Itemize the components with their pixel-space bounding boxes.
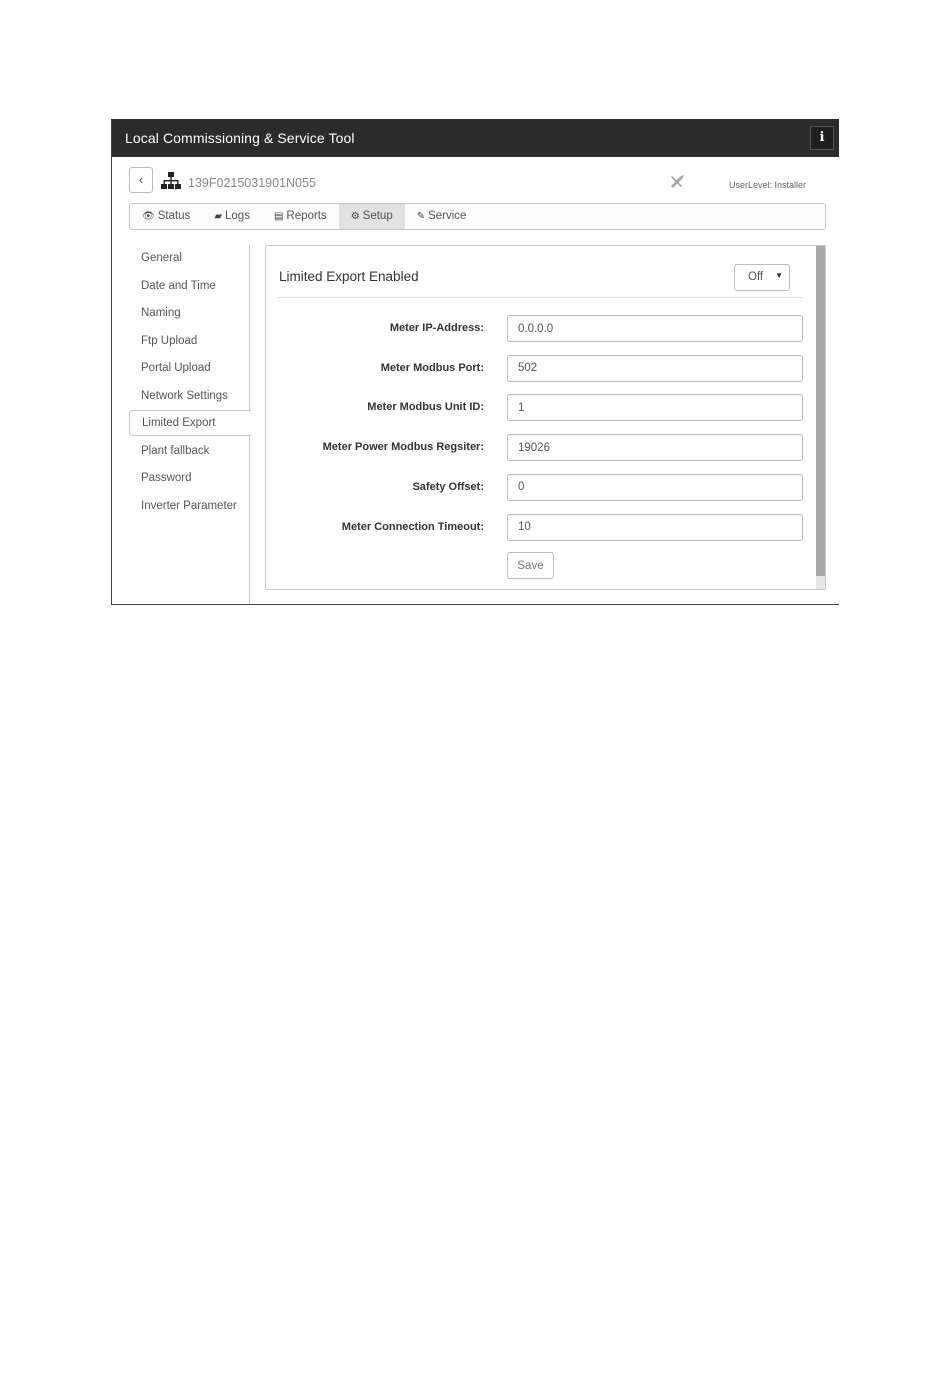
tab-status[interactable]: [130, 204, 202, 229]
sidebar-item-plant-fallback[interactable]: Plant fallback: [141, 444, 210, 457]
save-button[interactable]: Save: [507, 552, 554, 579]
limited-export-select[interactable]: [734, 264, 790, 291]
form-row: [266, 474, 816, 502]
sidebar-item-general[interactable]: General: [141, 252, 182, 264]
back-button[interactable]: ‹: [129, 167, 153, 193]
caret-down-icon: ▼: [775, 271, 783, 280]
eye-icon: 👁: [142, 211, 155, 222]
limited-export-panel: [265, 245, 826, 590]
divider: [278, 297, 802, 298]
form-row: [266, 514, 816, 542]
field-label: Meter Connection Timeout:: [341, 520, 484, 533]
field-input[interactable]: [507, 355, 803, 382]
tab-reports[interactable]: [262, 204, 339, 229]
tab-logs[interactable]: [202, 204, 262, 229]
field-input[interactable]: [507, 514, 803, 541]
wrench-icon: ✎: [416, 211, 426, 222]
field-input[interactable]: [507, 315, 803, 342]
user-level-label: UserLevel: Installer: [729, 180, 807, 190]
field-input[interactable]: [507, 474, 803, 501]
sitemap-icon: [161, 172, 181, 190]
tab-label: Logs: [225, 210, 250, 222]
field-label: Meter Modbus Port:: [380, 361, 484, 374]
form-row: [266, 434, 816, 462]
title-bar: [112, 119, 839, 157]
select-value: Off: [748, 271, 764, 283]
setup-sidebar: [129, 245, 250, 605]
form-row: [266, 394, 816, 422]
file-icon: ▤: [273, 211, 284, 222]
field-label: Meter IP-Address:: [389, 322, 484, 334]
sidebar-item-network-settings[interactable]: Network Settings: [141, 389, 228, 402]
field-label: Meter Modbus Unit ID:: [367, 401, 484, 414]
tab-setup[interactable]: [339, 204, 405, 229]
tab-service[interactable]: [405, 204, 479, 229]
form-row: [266, 355, 816, 383]
main-nav: [129, 203, 826, 230]
sidebar-item-portal-upload[interactable]: Portal Upload: [141, 362, 211, 374]
panel-title: Limited Export Enabled: [279, 269, 419, 284]
tab-label: Service: [428, 210, 467, 222]
scrollbar[interactable]: [816, 246, 825, 589]
sidebar-item-password[interactable]: Password: [141, 472, 192, 484]
device-id: 139F0215031901N055: [188, 176, 316, 190]
tab-label: Reports: [286, 210, 327, 222]
field-input[interactable]: [507, 394, 803, 421]
sidebar-item-date-and-time[interactable]: Date and Time: [141, 279, 216, 292]
tab-label: Status: [157, 210, 191, 222]
sidebar-item-inverter-parameter[interactable]: Inverter Parameter: [141, 499, 237, 512]
tab-label: Setup: [362, 210, 393, 222]
tools-icon[interactable]: [668, 172, 686, 190]
field-label: Safety Offset:: [412, 480, 484, 493]
info-button[interactable]: i: [810, 126, 834, 150]
app-window: [111, 119, 839, 605]
book-icon: ▰: [214, 211, 223, 222]
sidebar-item-ftp-upload[interactable]: Ftp Upload: [141, 334, 198, 347]
scrollbar-thumb[interactable]: [816, 246, 825, 576]
app-title: Local Commissioning & Service Tool: [125, 130, 355, 146]
sidebar-item-limited-export[interactable]: Limited Export: [129, 410, 251, 436]
field-label: Meter Power Modbus Regsiter:: [322, 441, 484, 454]
form-row: [266, 315, 816, 343]
field-input[interactable]: [507, 434, 803, 461]
sidebar-item-naming[interactable]: Naming: [141, 307, 181, 319]
cogs-icon: ⚙: [350, 211, 360, 222]
